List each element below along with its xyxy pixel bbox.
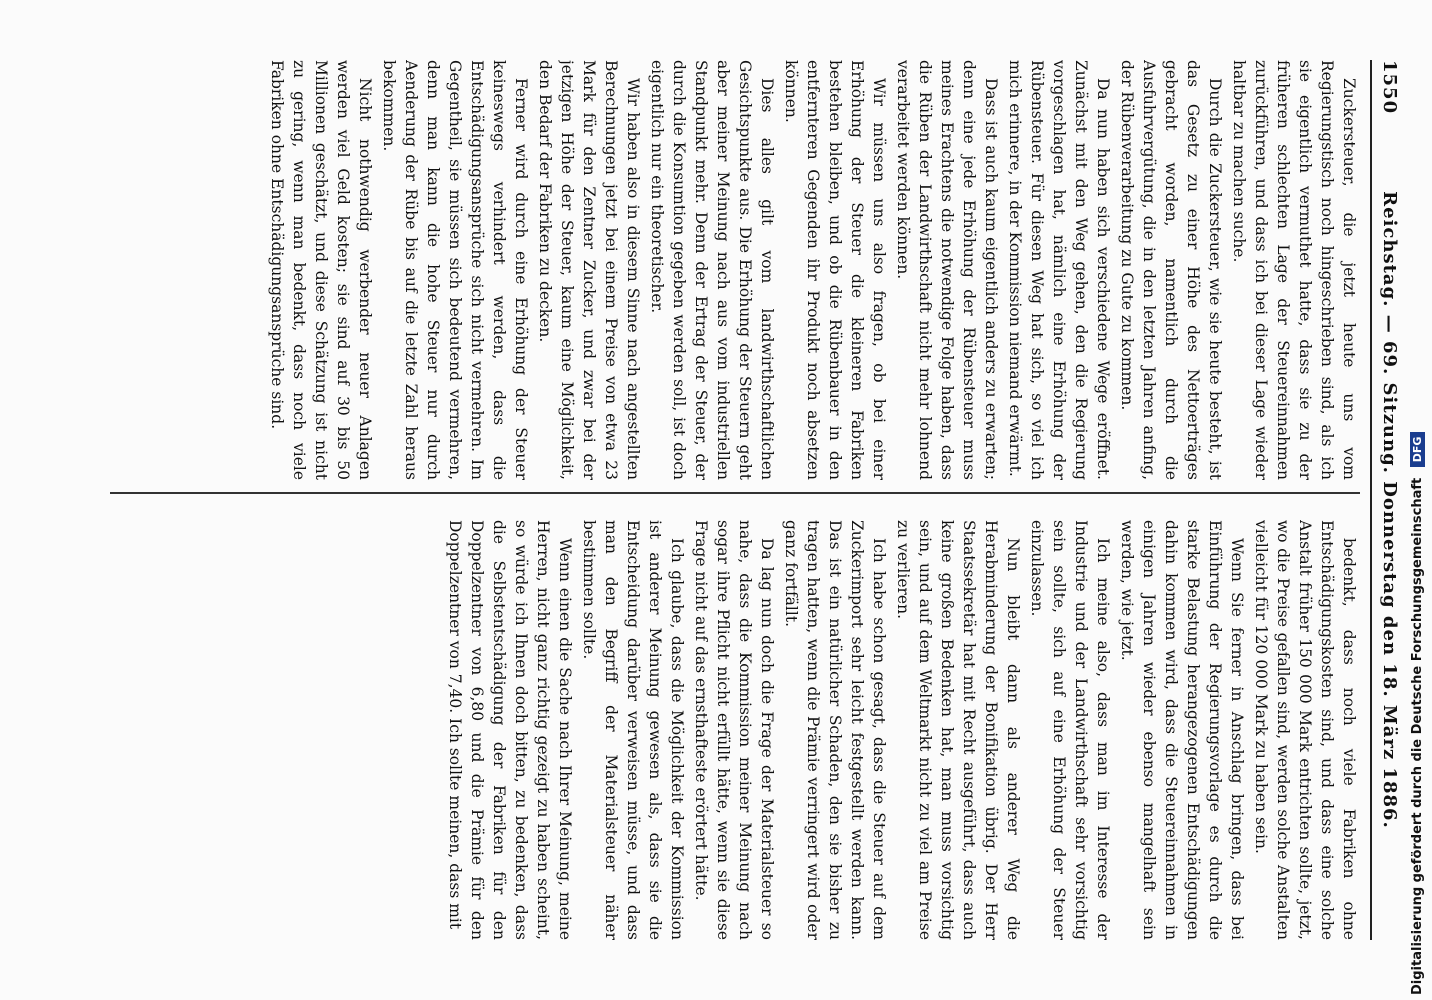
page-header — [1372, 60, 1400, 960]
paragraph: Dies alles gilt vom landwirthschaftlichen Gesichtspunkte aus. Die Erhöhung der Steuern geht aber meiner Meinung nach aus vom industriellen Standpunkt mehr. Denn der Ertrag der Steuer, der durch die Konsumtion gegeben werden soll, ist doch eigentlich nur ein theoretischer. — [648, 60, 776, 480]
paragraph: Nun bleibt dann als anderer Weg die Herabminderung der Bonifikation übrig. Der Herr Staatssekretär hat mit Recht ausgeführt, dass auch keine großen Bedenken hat, man muss vorsichtig sein, und auf dem Weltmarkt nicht zu viel am Preise zu verlieren. — [894, 520, 1022, 940]
paragraph: Durch die Zuckersteuer, wie sie heute besteht, ist das Gesetz zu einer Höhe des Nettoerträges gebracht worden, namentlich durch die Ausfuhrvergütung, die in den letzten Jahren anfing, der Rübenverarbeitung zu Gute zu kommen. — [1118, 60, 1224, 480]
paragraph: Wenn einen die Sache nach Ihrer Meinung, meine Herren, nicht ganz richtig gezeigt zu haben scheint, so würde ich Ihnen doch bitten, zu bedenken, dass die Selbstentschädigung der Fabriken für den Doppelzentner von 6,80 und die Prämie für den Doppelzentner von 7,40. Ich sollte meinen, dass mit — [446, 520, 574, 940]
paragraph: Zuckersteuer, die jetzt heute uns vom Regierungstisch noch hingeschrieben sind, als ich sie eigentlich vermuthet hatte, dass sie zu der früheren schlechten Lage der Steuereinnahmen zurückführen, und dass ich bei dieser Lage wieder haltbar zu machen suche. — [1230, 60, 1358, 480]
paragraph: Da nun haben sich verschiedene Wege eröffnet. Zunächst mit den Weg gehen, den die Regierung vorgeschlagen hat, nämlich eine Erhöhung der Rübensteuer. Für diesen Weg hat sich, so viel ich mich erinnere, in der Kommission niemand erwärmt. — [1006, 60, 1112, 480]
footer-credit: Digitalisierung gefördert durch die Deutsche Forschungsgemeinschaft — [1410, 477, 1425, 995]
paragraph: Ich habe schon gesagt, dass die Steuer auf dem Zuckerimport sehr leicht festgestellt werden kann. Das ist ein natürlicher Schaden, den sie bisher zu tragen hatten, wenn die Prämie verringert wird oder ganz fortfällt. — [782, 520, 888, 940]
paragraph: Wir haben also in diesem Sinne nach angestellten Berechnungen jetzt bei einem Preise von etwa 23 Mark für den Zentner Zucker, und zwar bei der jetzigen Höhe der Steuer, kaum eine Möglichkeit, den Bedarf der Fabriken zu decken. — [536, 60, 642, 480]
right-text-column — [110, 520, 1360, 940]
page-number: 1550 — [1379, 60, 1400, 115]
paragraph: Nicht nothwendig werbender neuer Anlagen werden viel Geld kosten; sie sind auf 30 bis 50 Millionen geschätzt, und diese Schätzung ist nicht zu gering, wenn man bedenkt, dass noch viele Fabriken ohne Entschädigungsansprüche sind. — [268, 60, 374, 480]
left-text-column — [110, 60, 1360, 480]
paragraph: Ich meine also, dass man im Interesse der Industrie und der Landwirthschaft sehr vorsichtig sein sollte, sich auf eine Erhöhung der Steuer einzulassen. — [1028, 520, 1112, 940]
paragraph: Ferner wird durch eine Erhöhung der Steuer keineswegs verhindert werden, dass die Entschädigungsansprüche sich nicht vermehren. Im Gegentheil, sie müssen sich bedeutend vermehren, denn man kann die hohe Steuer nur durch Aenderung der Rübe bis auf die letzte Zahl heraus bekommen. — [380, 60, 530, 480]
paragraph: Ich glaube, dass die Möglichkeit der Kommission ist anderer Meinung gewesen als, dass sie die Entscheidung darüber verweisen müsse, und dass man den Begriff der Materialsteuer näher bestimmen sollte. — [580, 520, 686, 940]
dfg-logo: DFG — [1410, 432, 1425, 468]
paragraph: bedenkt, dass noch viele Fabriken ohne Entschädigungskosten sind, und dass eine solche Anstalt früher 150 000 Mark entrichten sollte, jetzt, wo die Preise gefallen sind, werden solche Anstalten vielleicht für 120 000 Mark zu haben sein. — [1252, 520, 1358, 940]
page-header-title: Reichstag. — 69. Sitzung. Donnerstag den 18. März 1886. — [1379, 191, 1400, 829]
digitization-footer — [1404, 0, 1432, 1000]
column-divider — [110, 492, 1360, 494]
paragraph: Wir müssen uns also fragen, ob bei einer Erhöhung der Steuer die kleineren Fabriken bestehen bleiben, und ob die Rübenbauer in den entfernteren Gegenden ihr Produkt noch absetzen können. — [782, 60, 888, 480]
paragraph: Dass ist auch kaum eigentlich anders zu erwarten; denn eine jede Erhöhung der Rübensteuer muss meines Erachtens die notwendige Folge haben, dass die Rüben der Landwirthschaft nicht mehr lohnend verarbeitet werden können. — [894, 60, 1000, 480]
footer-text-line — [1410, 0, 1432, 995]
header-rule — [1370, 60, 1372, 940]
paragraph: Da lag nun doch die Frage der Materialsteuer so nahe, dass die Kommission meiner Meinung nach sogar ihre Pflicht nicht erfüllt hätte, wenn sie diese Frage nicht auf das ernsthafteste erörtert hätte. — [692, 520, 776, 940]
paragraph: Wenn Sie ferner in Anschlag bringen, dass bei Einführung der Regierungsvorlage es durch die starke Belastung herangezogenen Entschädigungen dahin kommen wird, dass die Steuereinnahmen in einigen Jahren wieder ebenso mangelhaft sein werden, wie jetzt. — [1118, 520, 1246, 940]
